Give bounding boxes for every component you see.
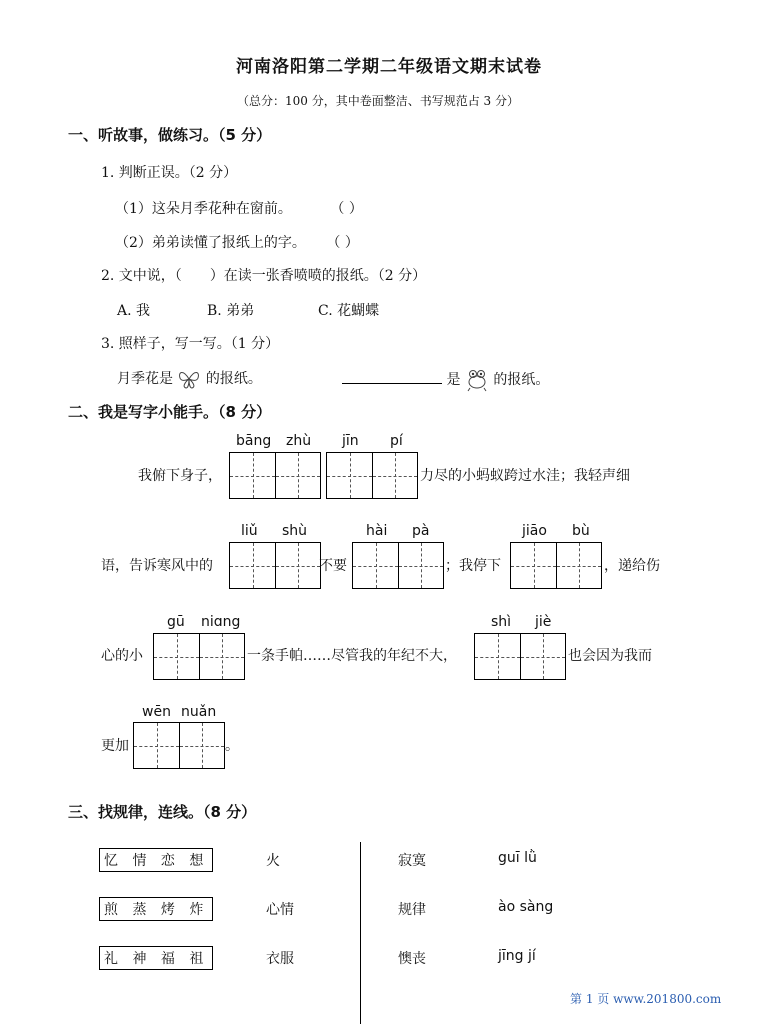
grid-cell[interactable]	[327, 453, 372, 498]
grid-cell[interactable]	[275, 543, 320, 588]
q3-answer-pre: 是	[446, 372, 461, 388]
q1-item-b-paren[interactable]: （ ）	[326, 235, 359, 251]
butterfly-icon	[177, 368, 201, 390]
writing-grid-liushu[interactable]	[229, 542, 321, 589]
grid-cell[interactable]	[275, 453, 320, 498]
passage-text-11: 。	[225, 738, 239, 754]
section-1-heading: 一、听故事，做练习。（5 分）	[68, 126, 272, 144]
q3-text: 3. 照样子，写一写。（1 分）	[101, 336, 280, 352]
right-word-2[interactable]: 规律	[398, 902, 426, 918]
q2-text	[101, 265, 426, 285]
pinyin-jie: jiè	[535, 614, 552, 630]
grid-cell[interactable]	[520, 634, 565, 679]
pinyin-pa: pà	[412, 523, 430, 539]
writing-grid-wennuan[interactable]	[133, 722, 225, 769]
right-word-1[interactable]: 寂寞	[398, 853, 426, 869]
q1-text: 1. 判断正误。（2 分）	[101, 165, 238, 181]
pinyin-jin: jīn	[342, 433, 359, 449]
passage-text-6: ，递给伤	[604, 558, 660, 574]
q3-answer-blank[interactable]	[342, 369, 442, 384]
passage-text-2: 力尽的小蚂蚁跨过水洼；我轻声细	[420, 468, 630, 484]
left-word-group-1[interactable]: 忆 情 恋 想	[99, 848, 213, 872]
grid-cell[interactable]	[372, 453, 417, 498]
writing-grid-shijie[interactable]	[474, 633, 566, 680]
grid-cell[interactable]	[134, 723, 179, 768]
q2-option-c[interactable]: C. 花蝴蝶	[318, 303, 380, 319]
q1-item-a-text: （1）这朵月季花种在窗前。	[115, 201, 292, 217]
q1-item-a	[115, 198, 363, 218]
q1-item-b	[115, 232, 359, 252]
pinyin-zhu: zhù	[286, 433, 312, 449]
q2-post: ）在读一张香喷喷的报纸。（2 分）	[209, 268, 427, 284]
passage-text-5: ；我停下	[445, 558, 501, 574]
grid-cell[interactable]	[199, 634, 244, 679]
passage-text-7: 心的小	[101, 648, 143, 664]
grid-cell[interactable]	[511, 543, 556, 588]
q2-option-a[interactable]: A. 我	[117, 303, 151, 319]
q3-example	[117, 368, 262, 390]
writing-grid-jiaobu[interactable]	[510, 542, 602, 589]
pinyin-bang: bāng	[236, 433, 272, 449]
grid-cell[interactable]	[556, 543, 601, 588]
page-footer: 第 1 页 www.201800.com	[570, 992, 722, 1006]
passage-text-9: 也会因为我而	[568, 648, 652, 664]
grid-cell[interactable]	[398, 543, 443, 588]
pinyin-liu: liǔ	[241, 523, 258, 539]
passage-text-3: 语，告诉寒风中的	[101, 558, 213, 574]
q1-item-b-text: （2）弟弟读懂了报纸上的字。	[115, 235, 306, 251]
page-title: 河南洛阳第二学期二年级语文期末试卷	[236, 57, 542, 77]
right-pinyin-2[interactable]: ào sàng	[498, 899, 554, 915]
left-word-group-2[interactable]: 煎 蒸 烤 炸	[99, 897, 213, 921]
section-3-heading: 三、找规律，连线。（8 分）	[68, 803, 257, 821]
q3-answer	[342, 368, 549, 392]
mid-word-1[interactable]: 火	[266, 853, 280, 869]
pinyin-wen: wēn	[142, 704, 171, 720]
score-note: （总分：100 分，其中卷面整洁、书写规范占 3 分）	[237, 94, 519, 108]
pinyin-nuan: nuǎn	[181, 704, 217, 720]
grid-cell[interactable]	[179, 723, 224, 768]
q2-pre: 2. 文中说，（	[101, 268, 182, 284]
grid-cell[interactable]	[230, 453, 275, 498]
mid-word-3[interactable]: 衣服	[266, 951, 294, 967]
pinyin-bu: bù	[572, 523, 590, 539]
q1-item-a-paren[interactable]: （ ）	[330, 201, 363, 217]
pinyin-hai: hài	[366, 523, 388, 539]
right-pinyin-1[interactable]: guī lǜ	[498, 850, 537, 866]
pinyin-shu: shù	[282, 523, 308, 539]
right-pinyin-3[interactable]: jīng jí	[498, 948, 536, 964]
grid-cell[interactable]	[353, 543, 398, 588]
mid-word-2[interactable]: 心情	[266, 902, 294, 918]
pinyin-jiao: jiāo	[522, 523, 547, 539]
divider-line	[360, 842, 361, 1024]
passage-text-4: 不要	[319, 558, 347, 574]
grid-cell[interactable]	[475, 634, 520, 679]
pinyin-pi: pí	[390, 433, 403, 449]
writing-grid-haipa[interactable]	[352, 542, 444, 589]
section-2-heading: 二、我是写字小能手。（8 分）	[68, 403, 272, 421]
writing-grid-guniang[interactable]	[153, 633, 245, 680]
right-word-3[interactable]: 懊丧	[398, 951, 426, 967]
q2-option-b[interactable]: B. 弟弟	[207, 303, 255, 319]
writing-grid-bangzhu[interactable]	[229, 452, 321, 499]
q3-answer-post: 的报纸。	[493, 372, 550, 388]
left-word-group-3[interactable]: 礼 神 福 祖	[99, 946, 213, 970]
writing-grid-jinpi[interactable]	[326, 452, 418, 499]
passage-text-10: 更加	[101, 738, 129, 754]
passage-text-8: 一条手帕……尽管我的年纪不大，	[247, 648, 457, 664]
q3-example-pre: 月季花是	[117, 371, 173, 387]
pinyin-shi: shì	[491, 614, 512, 630]
q3-example-post: 的报纸。	[205, 371, 262, 387]
grid-cell[interactable]	[154, 634, 199, 679]
grid-cell[interactable]	[230, 543, 275, 588]
passage-text-1: 我俯下身子，	[138, 468, 222, 484]
pinyin-niang: niɑng	[201, 614, 241, 630]
frog-icon	[465, 368, 489, 392]
pinyin-gu: gū	[167, 614, 185, 630]
